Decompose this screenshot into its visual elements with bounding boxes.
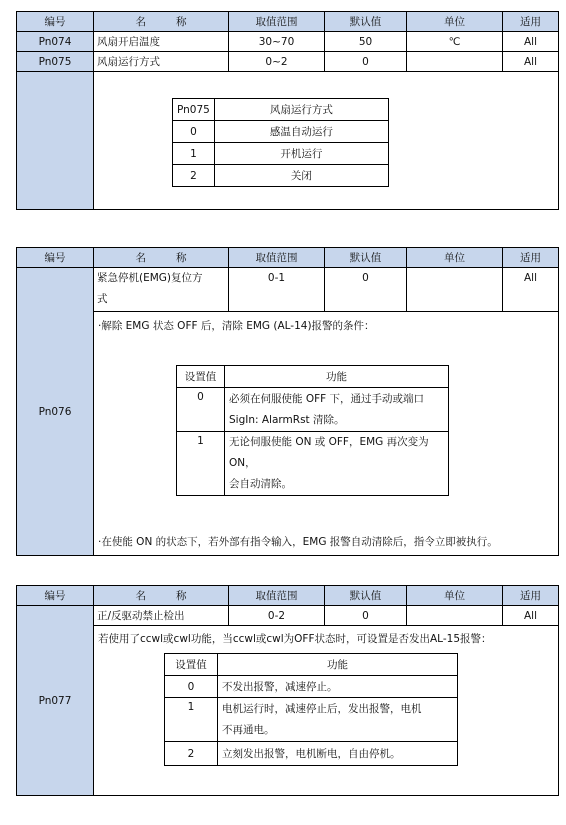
header-code: 编号 bbox=[17, 586, 94, 606]
header-range: 取值范围 bbox=[229, 12, 325, 32]
table-row bbox=[17, 32, 559, 52]
subtable-desc-line2: SigIn: AlarmRst 清除。 bbox=[229, 413, 345, 426]
param-default: 50 bbox=[325, 32, 407, 52]
param-range: 0-1 bbox=[229, 268, 325, 312]
subtable-row bbox=[165, 676, 458, 698]
header-name-right: 称 bbox=[176, 16, 187, 28]
param-name bbox=[94, 268, 229, 312]
header-default: 默认值 bbox=[325, 248, 407, 268]
header-row bbox=[17, 586, 559, 606]
header-unit: 单位 bbox=[407, 248, 503, 268]
note-top: ·解除 EMG 状态 OFF 后，清除 EMG (AL-14)报警的条件： bbox=[98, 320, 375, 332]
header-row bbox=[17, 12, 559, 32]
fan-mode-subtable bbox=[172, 98, 389, 187]
header-name bbox=[94, 12, 229, 32]
param-name: 风扇开启温度 bbox=[94, 32, 229, 52]
subtable-desc: 不发出报警，减速停止。 bbox=[218, 676, 458, 698]
subtable-desc: 开机运行 bbox=[214, 143, 388, 165]
emg-reset-subtable bbox=[176, 365, 449, 496]
table-row bbox=[17, 268, 559, 312]
subtable-head-right: 功能 bbox=[218, 654, 458, 676]
header-applies: 适用 bbox=[503, 248, 559, 268]
header-code: 编号 bbox=[17, 248, 94, 268]
note-bottom: ·在使能 ON 的状态下，若外部有指令输入，EMG 报警自动清除后，指令立即被执行。 bbox=[98, 536, 498, 548]
param-range: 0-2 bbox=[229, 606, 325, 626]
header-name bbox=[94, 586, 229, 606]
header-unit: 单位 bbox=[407, 586, 503, 606]
subtable-desc: 关闭 bbox=[214, 165, 388, 187]
detail-cell bbox=[94, 626, 559, 796]
subtable-desc bbox=[225, 432, 449, 496]
header-code: 编号 bbox=[17, 12, 94, 32]
param-name-line2: 式 bbox=[97, 293, 108, 305]
param-table-1 bbox=[16, 11, 559, 210]
header-default: 默认值 bbox=[325, 586, 407, 606]
header-applies: 适用 bbox=[503, 586, 559, 606]
subtable-desc bbox=[218, 698, 458, 742]
subtable-value: 0 bbox=[165, 676, 218, 698]
header-name-right: 称 bbox=[176, 252, 187, 264]
header-default: 默认值 bbox=[325, 12, 407, 32]
param-applies: All bbox=[503, 32, 559, 52]
subtable-row bbox=[177, 432, 449, 496]
param-name: 风扇运行方式 bbox=[94, 52, 229, 72]
subtable-row bbox=[173, 165, 389, 187]
drive-inhibit-subtable bbox=[164, 653, 458, 766]
subtable-head-right: 功能 bbox=[225, 366, 449, 388]
param-table-3 bbox=[16, 585, 559, 796]
table-row bbox=[17, 606, 559, 626]
param-code: Pn075 bbox=[17, 52, 94, 72]
param-code: Pn076 bbox=[17, 268, 94, 556]
subtable-value: 1 bbox=[165, 698, 218, 742]
subtable-value: 2 bbox=[165, 742, 218, 766]
subtable-header bbox=[177, 366, 449, 388]
param-unit: ℃ bbox=[407, 32, 503, 52]
header-name bbox=[94, 248, 229, 268]
param-table-pn077 bbox=[16, 585, 559, 796]
subtable-head-left: 设置值 bbox=[177, 366, 225, 388]
param-code-blank bbox=[17, 72, 94, 210]
detail-cell bbox=[94, 72, 559, 210]
param-applies: All bbox=[503, 268, 559, 312]
header-row bbox=[17, 248, 559, 268]
param-unit bbox=[407, 52, 503, 72]
subtable-desc-line1: 电机运行时，减速停止后，发出报警，电机 bbox=[222, 702, 422, 715]
subtable-head-right: 风扇运行方式 bbox=[214, 99, 388, 121]
subtable-row bbox=[165, 742, 458, 766]
param-range: 30~70 bbox=[229, 32, 325, 52]
subtable-header bbox=[165, 654, 458, 676]
subtable-value: 2 bbox=[173, 165, 215, 187]
subtable-head-left: 设置值 bbox=[165, 654, 218, 676]
subtable-desc bbox=[225, 388, 449, 432]
header-name-left: 名 bbox=[135, 590, 146, 602]
detail-row bbox=[17, 312, 559, 556]
param-applies: All bbox=[503, 52, 559, 72]
subtable-row bbox=[177, 388, 449, 432]
subtable-desc-line2: 会自动清除。 bbox=[229, 478, 292, 490]
subtable-value: 1 bbox=[173, 143, 215, 165]
detail-row bbox=[17, 72, 559, 210]
subtable-value: 1 bbox=[177, 432, 225, 496]
param-name-line1: 紧急停机(EMG)复位方 bbox=[97, 272, 203, 284]
header-applies: 适用 bbox=[503, 12, 559, 32]
subtable-desc-line1: 无论伺服使能 ON 或 OFF，EMG 再次变为 ON， bbox=[229, 436, 429, 469]
param-default: 0 bbox=[325, 268, 407, 312]
subtable-desc-line2: 不再通电。 bbox=[222, 723, 275, 736]
detail-row bbox=[17, 626, 559, 796]
subtable-value: 0 bbox=[173, 121, 215, 143]
header-range: 取值范围 bbox=[229, 586, 325, 606]
param-table-pn074-pn075 bbox=[16, 11, 559, 210]
subtable-desc: 感温自动运行 bbox=[214, 121, 388, 143]
param-applies: All bbox=[503, 606, 559, 626]
header-name-left: 名 bbox=[135, 252, 146, 264]
param-range: 0~2 bbox=[229, 52, 325, 72]
param-default: 0 bbox=[325, 52, 407, 72]
header-range: 取值范围 bbox=[229, 248, 325, 268]
header-name-left: 名 bbox=[135, 16, 146, 28]
param-table-2 bbox=[16, 247, 559, 556]
header-unit: 单位 bbox=[407, 12, 503, 32]
param-code: Pn077 bbox=[17, 606, 94, 796]
param-default: 0 bbox=[325, 606, 407, 626]
subtable-row bbox=[173, 143, 389, 165]
table-row bbox=[17, 52, 559, 72]
subtable-row bbox=[173, 121, 389, 143]
param-name: 正/反驱动禁止检出 bbox=[94, 606, 229, 626]
header-name-right: 称 bbox=[176, 590, 187, 602]
param-code: Pn074 bbox=[17, 32, 94, 52]
subtable-desc: 立刻发出报警，电机断电，自由停机。 bbox=[218, 742, 458, 766]
detail-cell bbox=[94, 312, 559, 556]
subtable-desc-line1: 必须在伺服使能 OFF 下，通过手动或端口 bbox=[229, 392, 425, 405]
subtable-value: 0 bbox=[177, 388, 225, 432]
param-unit bbox=[407, 268, 503, 312]
note-top: 若使用了ccwl或cwl功能，当ccwl或cwl为OFF状态时，可设置是否发出AL-15报警： bbox=[98, 633, 492, 645]
subtable-header bbox=[173, 99, 389, 121]
subtable-row bbox=[165, 698, 458, 742]
subtable-head-left: Pn075 bbox=[173, 99, 215, 121]
param-unit bbox=[407, 606, 503, 626]
param-table-pn076 bbox=[16, 247, 559, 556]
